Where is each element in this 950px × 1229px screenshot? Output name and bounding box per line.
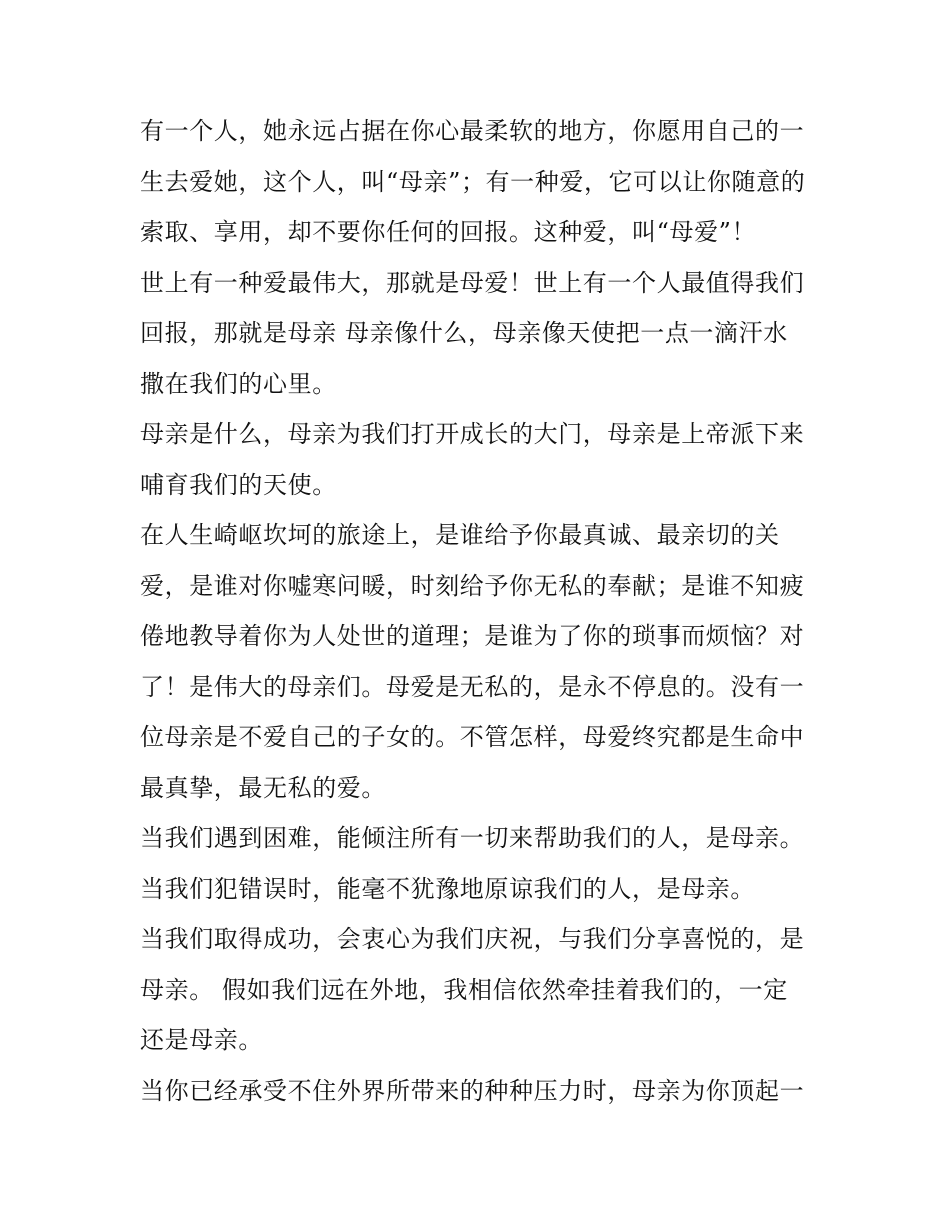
text-line: 最真挚，最无私的爱。 [140,773,386,802]
text-line: 位母亲是不爱自己的子女的。不管怎样，母爱终究都是生命中 [140,723,805,751]
text-line: 生去爱她，这个人，叫“母亲”；有一种爱，它可以让你随意的 [140,167,806,196]
text-line: 当你已经承受不住外界所带来的种种压力时，母亲为你顶起一 [140,1076,805,1105]
text-line: 还是母亲。 [140,1026,263,1054]
text-line: 母亲是什么，母亲为我们打开成长的大门，母亲是上帝派下来 [140,420,805,448]
text-line: 撒在我们的心里。 [140,369,337,398]
text-line: 索取、享用，却不要你任何的回报。这种爱，叫“母爱”！ [140,218,757,246]
text-line: 爱，是谁对你嘘寒问暖，时刻给予你无私的奉献；是谁不知疲 [140,571,805,600]
text-line: 有一个人，她永远占据在你心最柔软的地方，你愿用自己的一 [140,117,805,145]
document-body [140,106,820,1116]
text-line: 当我们取得成功，会衷心为我们庆祝，与我们分享喜悦的，是 [140,925,805,953]
text-line: 在人生崎岖坎坷的旅途上，是谁给予你最真诚、最亲切的关 [140,521,780,549]
text-line: 当我们犯错误时，能毫不犹豫地原谅我们的人，是母亲。 [140,874,755,903]
text-line: 了！是伟大的母亲们。母爱是无私的，是永不停息的。没有一 [140,672,805,701]
text-line: 母亲。 假如我们远在外地，我相信依然牵挂着我们的，一定 [140,975,788,1004]
text-line: 当我们遇到困难，能倾注所有一切来帮助我们的人，是母亲。 [140,824,805,852]
text-line: 世上有一种爱最伟大，那就是母爱！世上有一个人最值得我们 [140,268,805,297]
text-line: 倦地教导着你为人处世的道理；是谁为了你的琐事而烦恼？对 [140,622,805,650]
text-line: 哺育我们的天使。 [140,470,337,499]
text-line: 回报，那就是母亲 母亲像什么，母亲像天使把一点一滴汗水 [140,319,788,347]
